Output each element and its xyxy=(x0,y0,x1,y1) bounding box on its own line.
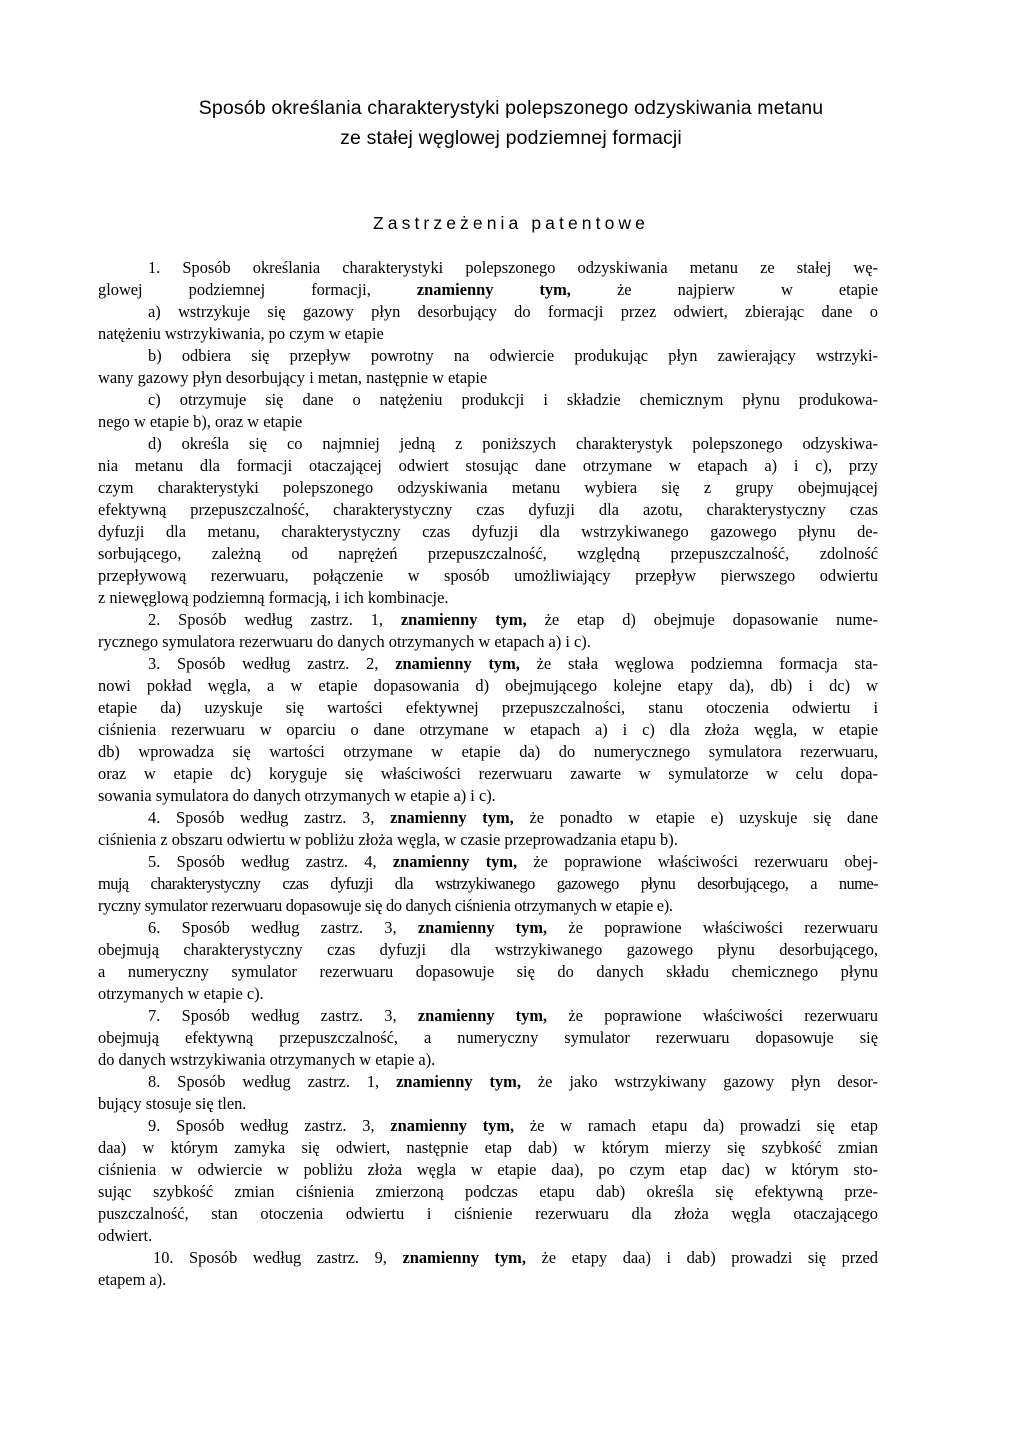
claim-7-line xyxy=(148,1006,878,1026)
claim-text: 9. Sposób według zastrz. 3, xyxy=(148,1116,375,1135)
claim-9-line: sując szybkość zmian ciśnienia zmierzoną podczas etapu dab) określa się efektywną prze- xyxy=(98,1182,878,1201)
claim-keyword: znamienny tym, xyxy=(396,1072,521,1091)
claim-4-line: ciśnienia z obszaru odwiertu w pobliżu złoża węgla, w czasie przeprowadzania etapu b). xyxy=(98,830,678,849)
claim-9-line: daa) w którym zamyka się odwiert, następnie etap dab) w którym mierzy się szybkość zmian xyxy=(98,1138,878,1157)
section-heading: Zastrzeżenia patentowe xyxy=(372,213,649,233)
claim-5-line: ryczny symulator rezerwuaru dopasowuje się do danych ciśnienia otrzymanych w etapie e). xyxy=(98,896,673,915)
claim-text: że poprawione właściwości rezerwuaru xyxy=(568,918,878,937)
claim-3-line: sowania symulatora do danych otrzymanych w etapie a) i c). xyxy=(98,786,496,805)
claim-1-line: dyfuzji dla metanu, charakterystyczny czas dyfuzji dla wstrzykiwanego gazowego płynu de- xyxy=(98,522,878,541)
claim-keyword: znamienny tym, xyxy=(417,918,548,937)
claim-keyword: znamienny tym, xyxy=(390,1116,515,1135)
claim-text: że najpierw w etapie xyxy=(616,280,879,299)
claim-1-line: efektywną przepuszczalność, charakterystyczny czas dyfuzji dla azotu, charakterystyczny czas xyxy=(98,500,878,519)
document-title-line-2: ze stałej węglowej podziemnej formacji xyxy=(340,127,682,149)
claim-7-line: obejmują efektywną przepuszczalność, a numeryczny symulator rezerwuaru dopasowuje się xyxy=(98,1028,878,1047)
claim-text: że ponadto w etapie e) uzyskuje się dane xyxy=(529,808,878,827)
claim-keyword: znamienny tym, xyxy=(400,610,527,629)
claim-4-line xyxy=(148,808,878,828)
claim-3-line: db) wprowadza się wartości otrzymane w etapie da) do numerycznego symulatora rezerwuaru, xyxy=(98,742,878,761)
claim-text: 10. Sposób według zastrz. 9, xyxy=(153,1248,387,1267)
claim-1-line: c) otrzymuje się dane o natężeniu produkcji i składzie chemicznym płynu produkowa- xyxy=(148,390,878,409)
claim-3-line: ciśnienia rezerwuaru w oparciu o dane otrzymane w etapach a) i c) dla złoża węgla, w etapie xyxy=(98,720,878,739)
claim-5-line xyxy=(148,852,878,872)
claim-text: że etapy daa) i dab) prowadzi się przed xyxy=(541,1248,878,1267)
claim-1-line: a) wstrzykuje się gazowy płyn desorbujący do formacji przez odwiert, zbierając dane o xyxy=(148,302,878,321)
claim-text: 3. Sposób według zastrz. 2, xyxy=(148,654,379,673)
claim-text: 2. Sposób według zastrz. 1, xyxy=(148,610,383,629)
claim-text: że stała węglowa podziemna formacja sta- xyxy=(536,654,878,673)
claim-7-line: do danych wstrzykiwania otrzymanych w etapie a). xyxy=(98,1050,436,1069)
claim-text: 6. Sposób według zastrz. 3, xyxy=(148,918,397,937)
claim-6-line: a numeryczny symulator rezerwuaru dopasowuje się do danych składu chemicznego płynu xyxy=(98,962,878,981)
claim-text: że etap d) obejmuje dopasowanie nume- xyxy=(544,610,878,629)
claim-1-line: natężeniu wstrzykiwania, po czym w etapie xyxy=(98,324,384,343)
claim-6-line xyxy=(148,918,878,938)
claim-text: 4. Sposób według zastrz. 3, xyxy=(148,808,375,827)
claim-keyword: znamienny tym, xyxy=(417,1006,548,1025)
claim-3-line: etapie da) uzyskuje się wartości efektywnej przepuszczalności, stanu otoczenia odwiertu i xyxy=(98,698,878,717)
claim-10-line xyxy=(153,1248,878,1268)
claim-text: 5. Sposób według zastrz. 4, xyxy=(148,852,377,871)
claim-keyword: znamienny tym, xyxy=(390,808,514,827)
claim-1-line: nia metanu dla formacji otaczającej odwiert stosując dane otrzymane w etapach a) i c), przy xyxy=(98,456,878,475)
claim-1-line: 1. Sposób określania charakterystyki polepszonego odzyskiwania metanu ze stałej wę- xyxy=(148,258,878,277)
claim-3-line: nowi pokład węgla, a w etapie dopasowania d) obejmującego kolejne etapy da), db) i dc) w xyxy=(98,676,878,695)
claim-6-line: obejmują charakterystyczny czas dyfuzji dla wstrzykiwanego gazowego płynu desorbującego, xyxy=(98,940,878,959)
claim-1-line: nego w etapie b), oraz w etapie xyxy=(98,412,303,431)
claim-1-line: b) odbiera się przepływ powrotny na odwiercie produkując płyn zawierający wstrzyki- xyxy=(148,346,878,365)
claim-9-line: ciśnienia w odwiercie w pobliżu złoża węgla w etapie daa), po czym etap dac) w którym sto- xyxy=(98,1160,878,1179)
claim-9-line: odwiert. xyxy=(98,1226,153,1245)
claim-keyword: znamienny tym, xyxy=(395,654,520,673)
claim-keyword: znamienny tym, xyxy=(392,852,518,871)
claim-10-line: etapem a). xyxy=(98,1270,167,1289)
claim-text: że poprawione właściwości rezerwuaru obej- xyxy=(533,852,878,871)
claim-text: że jako wstrzykiwany gazowy płyn desor- xyxy=(537,1072,878,1091)
claim-1-line: czym charakterystyki polepszonego odzyskiwania metanu wybiera się z grupy obejmującej xyxy=(98,478,878,497)
claim-1-line: z niewęglową podziemną formacją, i ich kombinacje. xyxy=(98,588,449,607)
claim-8-line: bujący stosuje się tlen. xyxy=(98,1094,247,1113)
claim-3-line xyxy=(148,654,878,674)
claim-1-line: wany gazowy płyn desorbujący i metan, następnie w etapie xyxy=(98,368,488,387)
claim-6-line: otrzymanych w etapie c). xyxy=(98,984,264,1003)
claim-2-line xyxy=(148,610,878,630)
claim-1-line xyxy=(98,280,878,300)
claim-8-line xyxy=(148,1072,878,1092)
document-title-line-1: Sposób określania charakterystyki polepszonego odzyskiwania metanu xyxy=(198,97,824,119)
claim-9-line xyxy=(148,1116,878,1136)
claim-keyword: znamienny tym, xyxy=(402,1248,526,1267)
claim-5-line: mują charakterystyczny czas dyfuzji dla wstrzykiwanego gazowego płynu desorbującego, a nume- xyxy=(98,874,878,893)
claim-1-line: d) określa się co najmniej jedną z poniższych charakterystyk polepszonego odzyskiwa- xyxy=(148,434,878,453)
claim-text: glowej podziemnej formacji, xyxy=(98,280,371,299)
claim-9-line: puszczalność, stan otoczenia odwiertu i ciśnienie rezerwuaru dla złoża węgla otaczającego xyxy=(98,1204,878,1223)
claim-3-line: oraz w etapie dc) koryguje się właściwości rezerwuaru zawarte w symulatorze w celu dopa- xyxy=(98,764,878,783)
claim-1-line: sorbującego, zależną od naprężeń przepuszczalność, względną przepuszczalność, zdolność xyxy=(98,544,878,563)
claim-text: 7. Sposób według zastrz. 3, xyxy=(148,1006,397,1025)
claim-text: że w ramach etapu da) prowadzi się etap xyxy=(529,1116,878,1135)
claim-keyword: znamienny tym, xyxy=(416,280,571,299)
claim-1-line: przepływową rezerwuaru, połączenie w sposób umożliwiający przepływ pierwszego odwiertu xyxy=(98,566,878,585)
claim-text: że poprawione właściwości rezerwuaru xyxy=(568,1006,878,1025)
claim-2-line: rycznego symulatora rezerwuaru do danych otrzymanych w etapach a) i c). xyxy=(98,632,591,651)
claim-text: 8. Sposób według zastrz. 1, xyxy=(148,1072,380,1091)
